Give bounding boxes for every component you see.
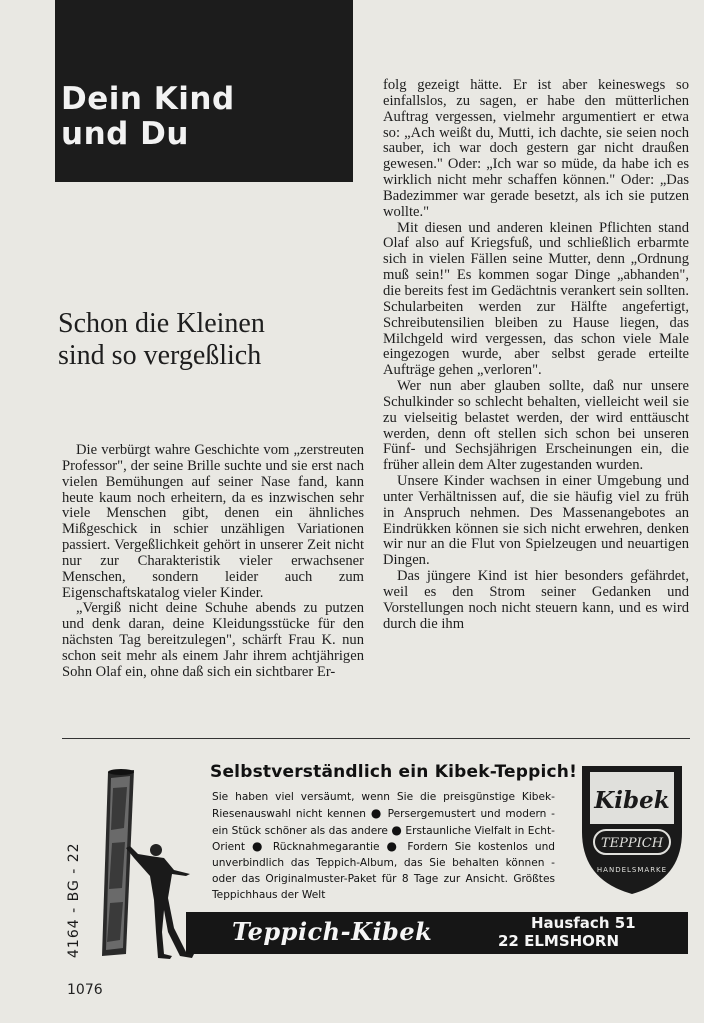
article-title-line2: und Du xyxy=(61,116,189,152)
page-number: 1076 xyxy=(67,982,103,998)
article-title xyxy=(61,82,235,152)
ad-headline: Selbstverständlich ein Kibek-Teppich! xyxy=(210,762,578,782)
bullet-icon: ● xyxy=(386,839,401,854)
article-column-left xyxy=(62,443,364,681)
ad-body-part: Rücknahmegarantie xyxy=(265,841,387,854)
ad-body-part: Fordern Sie kostenlos und unverbindlich das Teppich-Album, das Sie behalten können - oder das Originalmuster-Paket für 8 Tage zur Ansicht. Größtes Teppichhaus der Welt xyxy=(212,841,556,901)
divider-rule xyxy=(62,738,690,739)
kibek-trademark-logo xyxy=(578,762,686,898)
logo-name: Kibek xyxy=(594,787,670,814)
article-paragraph: Mit diesen und anderen kleinen Pflichten stand Olaf also auf Kriegsfuß, und schließlich erbarmte sich in vielen Fällen seine Mutter, denn „Ordnung muß sein!" Es kommen sogar Dinge „abhanden", die bereits fest im Gedächtnis verankert sein sollten. Schularbeiten werden zur Hälfte angefertigt, Schreibutensilien bleiben zu Hause liegen, das Milchgeld wird vergessen, das schon viele Male eingezogen wurde, aber selbst gerade erteilte Aufträge gehen „verloren". xyxy=(383,219,689,379)
ad-side-code: 4164 - BG - 22 xyxy=(66,842,82,958)
article-column-right xyxy=(383,78,689,633)
ad-address-line1: Hausfach 51 xyxy=(531,914,636,932)
logo-badge: TEPPICH xyxy=(600,836,664,851)
ad-address xyxy=(498,914,636,950)
article-paragraph: Unsere Kinder wachsen in einer Umgebung und unter Verhältnissen auf, die sie häufig viel zu früh in Anspruch nehmen. Des Massenangebotes an Eindrükken können sie sich nicht erwehren, denken wir nur an die Flut von Spielzeugen und neuartigen Dingen. xyxy=(383,473,689,569)
article-title-line1: Dein Kind xyxy=(61,81,235,117)
ad-body-part: Sie haben viel versäumt, wenn Sie die preisgünstige Kibek-Riesenauswahl nicht kennen xyxy=(212,791,555,820)
article-paragraph: Das jüngere Kind ist hier besonders gefährdet, weil es den Strom seiner Gedanken und Vorstellungen noch nicht steuern kann, und es wird durch die ihm xyxy=(383,568,689,632)
bullet-icon: ● xyxy=(391,822,402,837)
article-paragraph: folg gezeigt hätte. Er ist aber keineswegs so einfallslos, zu sagen, er habe den mütterlichen Auftrag vergessen, vielmehr argumentiert er etwa so: „Ach weißt du, Mutti, ich dachte, sie seien noch sauber, ich war doch gestern gar nicht draußen gewesen." Oder: „Ich war so müde, da habe ich es wirklich nicht mehr schaffen können." Oder: „Das Badezimmer war gerade besetzt, als ich sie putzen wollte." xyxy=(383,77,689,220)
title-block xyxy=(55,0,353,182)
article-paragraph: Die verbürgt wahre Geschichte vom „zerstreuten Professor", der seine Brille suchte und sie erst nach vielen Bemühungen auf seiner Nase fand, kann heute kaum noch erheitern, da es inzwischen sehr viele Menschen gibt, denen ein ähnliches Mißgeschick in schier unzähligen Variationen passiert. Vergeßlichkeit gehört in unserer Zeit nicht nur zur Charakteristik vieler erwachsener Menschen, sondern leider auch zum Eigenschaftskatalog vieler Kinder. xyxy=(62,442,364,601)
article-subtitle xyxy=(58,308,358,372)
ad-address-line2: 22 ELMSHORN xyxy=(498,932,620,950)
article-paragraph: „Vergiß nicht deine Schuhe abends zu putzen und denk daran, deine Kleidungsstücke für den nächsten Tag bereitzulegen", schärft Frau K. nun schon seit mehr als einem Jahr ihrem achtjährigen Sohn Olaf ein, ohne daß sich ein sichtbarer Er- xyxy=(62,600,364,680)
article-subtitle-line2: sind so vergeßlich xyxy=(58,340,262,371)
logo-ring-text: HANDELSMARKE xyxy=(596,866,668,874)
ad-body-part: Erstaunliche Vielfalt in Echt-Orient xyxy=(212,824,555,854)
ad-body-part: Persergemustert und modern - ein Stück schöner als das andere xyxy=(212,807,555,837)
bullet-icon: ● xyxy=(370,805,383,820)
article-subtitle-line1: Schon die Kleinen xyxy=(58,308,265,339)
article-paragraph: Wer nun aber glauben sollte, daß nur unsere Schulkinder so schlecht behalten, vielleicht weil sie zu vielseitig belastet werden, der wird enttäuscht werden, denn oft stellen sich schon bei unseren Fünf- und Sechsjährigen Erscheinungen ein, die früher allein dem Alter zugestanden wurden. xyxy=(383,378,689,474)
bullet-icon: ● xyxy=(251,839,266,854)
ad-brand-name: Teppich-Kibek xyxy=(232,917,433,946)
ad-body-text xyxy=(212,790,555,904)
